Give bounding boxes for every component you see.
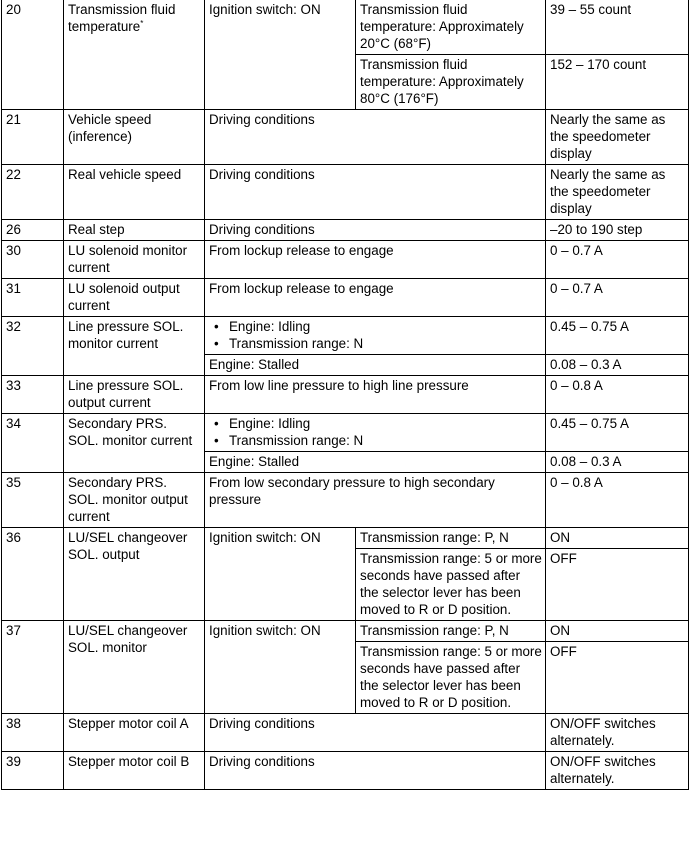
condition: Driving conditions	[205, 220, 546, 241]
table-row	[2, 473, 689, 528]
condition: Driving conditions	[205, 714, 546, 752]
value-specification: –20 to 190 step	[546, 220, 689, 241]
table-row	[2, 621, 689, 642]
item-number: 39	[2, 752, 64, 790]
table-row	[2, 110, 689, 165]
table-row	[2, 752, 689, 790]
sub-condition: Transmission fluid temperature: Approximately 20°C (68°F)	[356, 0, 546, 55]
value-specification: 0.08 – 0.3 A	[546, 355, 689, 376]
sub-condition: Transmission range: 5 or more seconds have passed after the selector lever has been moved to R or D position.	[356, 549, 546, 621]
monitor-item: LU solenoid monitor current	[64, 241, 205, 279]
condition: Ignition switch: ON	[205, 621, 356, 714]
monitor-item-cell	[64, 0, 205, 110]
value-specification: OFF	[546, 549, 689, 621]
value-specification: ON/OFF switches alternately.	[546, 714, 689, 752]
sub-condition: Transmission range: 5 or more seconds have passed after the selector lever has been moved to R or D position.	[356, 642, 546, 714]
monitor-item: Stepper motor coil B	[64, 752, 205, 790]
value-specification: 0 – 0.8 A	[546, 473, 689, 528]
sub-condition: Transmission fluid temperature: Approximately 80°C (176°F)	[356, 55, 546, 110]
bullet-condition: • Transmission range: N	[209, 432, 542, 449]
condition: From lockup release to engage	[205, 241, 546, 279]
value-specification: ON	[546, 528, 689, 549]
value-specification: Nearly the same as the speedometer display	[546, 165, 689, 220]
value-specification: 0.45 – 0.75 A	[546, 317, 689, 355]
monitor-item: Line pressure SOL. monitor current	[64, 317, 205, 376]
bullet-condition: • Engine: Idling	[209, 415, 542, 432]
monitor-item: Vehicle speed (inference)	[64, 110, 205, 165]
value-specification: 0 – 0.7 A	[546, 241, 689, 279]
monitor-item: Real step	[64, 220, 205, 241]
value-specification: 0 – 0.7 A	[546, 279, 689, 317]
condition: Driving conditions	[205, 752, 546, 790]
monitor-item: LU/SEL changeover SOL. monitor	[64, 621, 205, 714]
condition-list	[205, 414, 546, 452]
monitor-item: Secondary PRS. SOL. monitor output current	[64, 473, 205, 528]
value-specification: 152 – 170 count	[546, 55, 689, 110]
item-number: 36	[2, 528, 64, 621]
footnote-mark: *	[140, 19, 144, 28]
table-row	[2, 279, 689, 317]
table-row	[2, 165, 689, 220]
monitor-item: Stepper motor coil A	[64, 714, 205, 752]
monitor-item: LU solenoid output current	[64, 279, 205, 317]
table-row	[2, 714, 689, 752]
item-number: 31	[2, 279, 64, 317]
condition: From low secondary pressure to high secondary pressure	[205, 473, 546, 528]
condition: Ignition switch: ON	[205, 0, 356, 110]
value-specification: 0.45 – 0.75 A	[546, 414, 689, 452]
item-number: 21	[2, 110, 64, 165]
item-number: 26	[2, 220, 64, 241]
table-row	[2, 0, 689, 55]
condition: Engine: Stalled	[205, 452, 546, 473]
monitor-item: Secondary PRS. SOL. monitor current	[64, 414, 205, 473]
value-specification: ON/OFF switches alternately.	[546, 752, 689, 790]
condition-list	[205, 317, 546, 355]
table-row	[2, 241, 689, 279]
table-row	[2, 414, 689, 452]
item-number: 20	[2, 0, 64, 110]
value-specification: 0.08 – 0.3 A	[546, 452, 689, 473]
condition: Ignition switch: ON	[205, 528, 356, 621]
monitor-item: Line pressure SOL. output current	[64, 376, 205, 414]
table-row	[2, 220, 689, 241]
consult-monitor-spec-table	[1, 0, 689, 790]
bullet-condition: • Engine: Idling	[209, 318, 542, 335]
monitor-item: Transmission fluid temperature	[68, 2, 176, 34]
table-row	[2, 317, 689, 355]
condition: From lockup release to engage	[205, 279, 546, 317]
bullet-condition: • Transmission range: N	[209, 335, 542, 352]
monitor-item: Real vehicle speed	[64, 165, 205, 220]
sub-condition: Transmission range: P, N	[356, 528, 546, 549]
table-row	[2, 376, 689, 414]
item-number: 30	[2, 241, 64, 279]
item-number: 33	[2, 376, 64, 414]
item-number: 34	[2, 414, 64, 473]
value-specification: OFF	[546, 642, 689, 714]
condition: From low line pressure to high line pressure	[205, 376, 546, 414]
sub-condition: Transmission range: P, N	[356, 621, 546, 642]
condition: Driving conditions	[205, 165, 546, 220]
condition: Driving conditions	[205, 110, 546, 165]
table-row	[2, 528, 689, 549]
monitor-item: LU/SEL changeover SOL. output	[64, 528, 205, 621]
value-specification: 0 – 0.8 A	[546, 376, 689, 414]
item-number: 38	[2, 714, 64, 752]
item-number: 22	[2, 165, 64, 220]
condition: Engine: Stalled	[205, 355, 546, 376]
value-specification: ON	[546, 621, 689, 642]
value-specification: Nearly the same as the speedometer display	[546, 110, 689, 165]
value-specification: 39 – 55 count	[546, 0, 689, 55]
item-number: 37	[2, 621, 64, 714]
item-number: 35	[2, 473, 64, 528]
item-number: 32	[2, 317, 64, 376]
